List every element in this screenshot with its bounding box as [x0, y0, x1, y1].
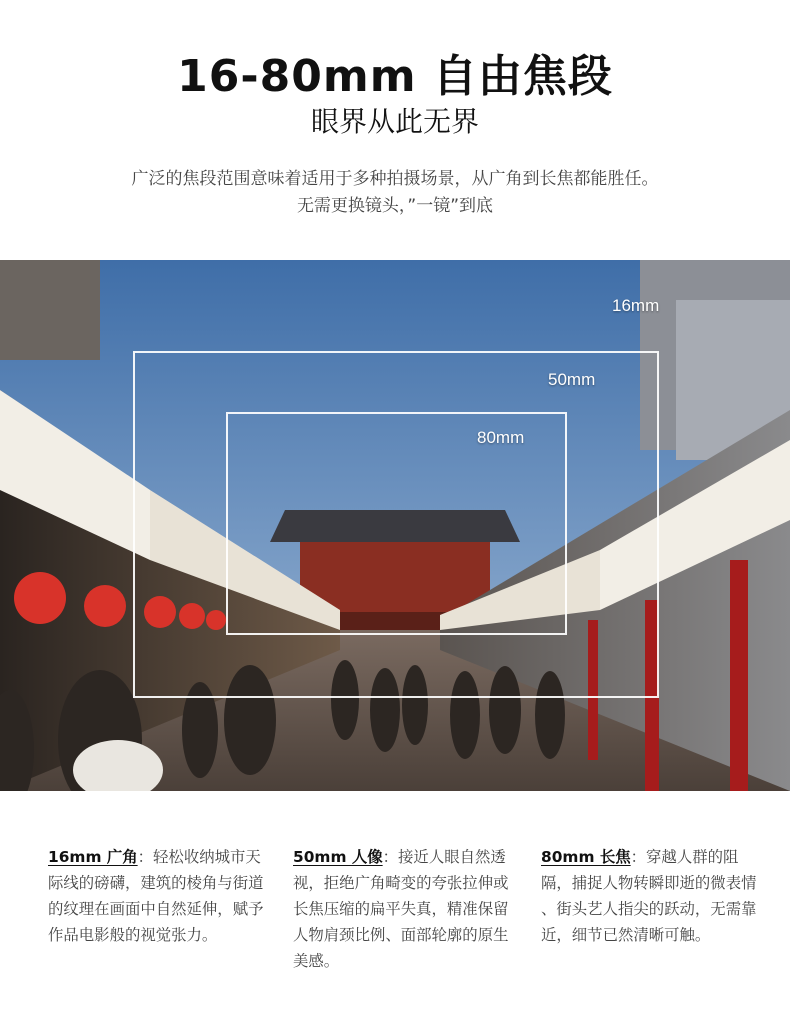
- description-line-1: 广泛的焦段范围意味着适用于多种拍摄场景，从广角到长焦都能胜任。: [131, 169, 659, 189]
- column-heading: 16mm 广角: [48, 848, 138, 866]
- focal-length-descriptions: [0, 844, 790, 994]
- label-80mm: 80mm: [477, 428, 525, 447]
- page-title: 16-80mm 自由焦段: [177, 51, 613, 102]
- column-80mm: [541, 844, 759, 948]
- street-scene-photo: [0, 260, 790, 791]
- column-50mm: [293, 844, 511, 974]
- column-text: ：穿越人群的阻隔，捕捉人物转瞬即逝的微表情 、街头艺人指尖的跃动，无需靠近，细节已然清晰可触。: [541, 848, 757, 944]
- column-text: ：接近人眼自然透视，拒绝广角畸变的夸张拉伸或长焦压缩的扁平失真，精准保留人物肩颈比例、面部轮廓的原生美感。: [293, 848, 509, 970]
- page-subtitle: 眼界从此无界: [310, 105, 479, 138]
- column-16mm: [48, 844, 266, 948]
- column-heading: 80mm 长焦: [541, 848, 631, 866]
- column-text: ：轻松收纳城市天际线的磅礴，建筑的棱角与街道的纹理在画面中自然延伸，赋予作品电影般的视觉张力。: [48, 848, 264, 944]
- label-16mm: 16mm: [612, 296, 660, 315]
- label-50mm: 50mm: [548, 370, 596, 389]
- column-heading: 50mm 人像: [293, 848, 383, 866]
- description-line-2: 无需更换镜头，”一镜”到底: [296, 196, 494, 216]
